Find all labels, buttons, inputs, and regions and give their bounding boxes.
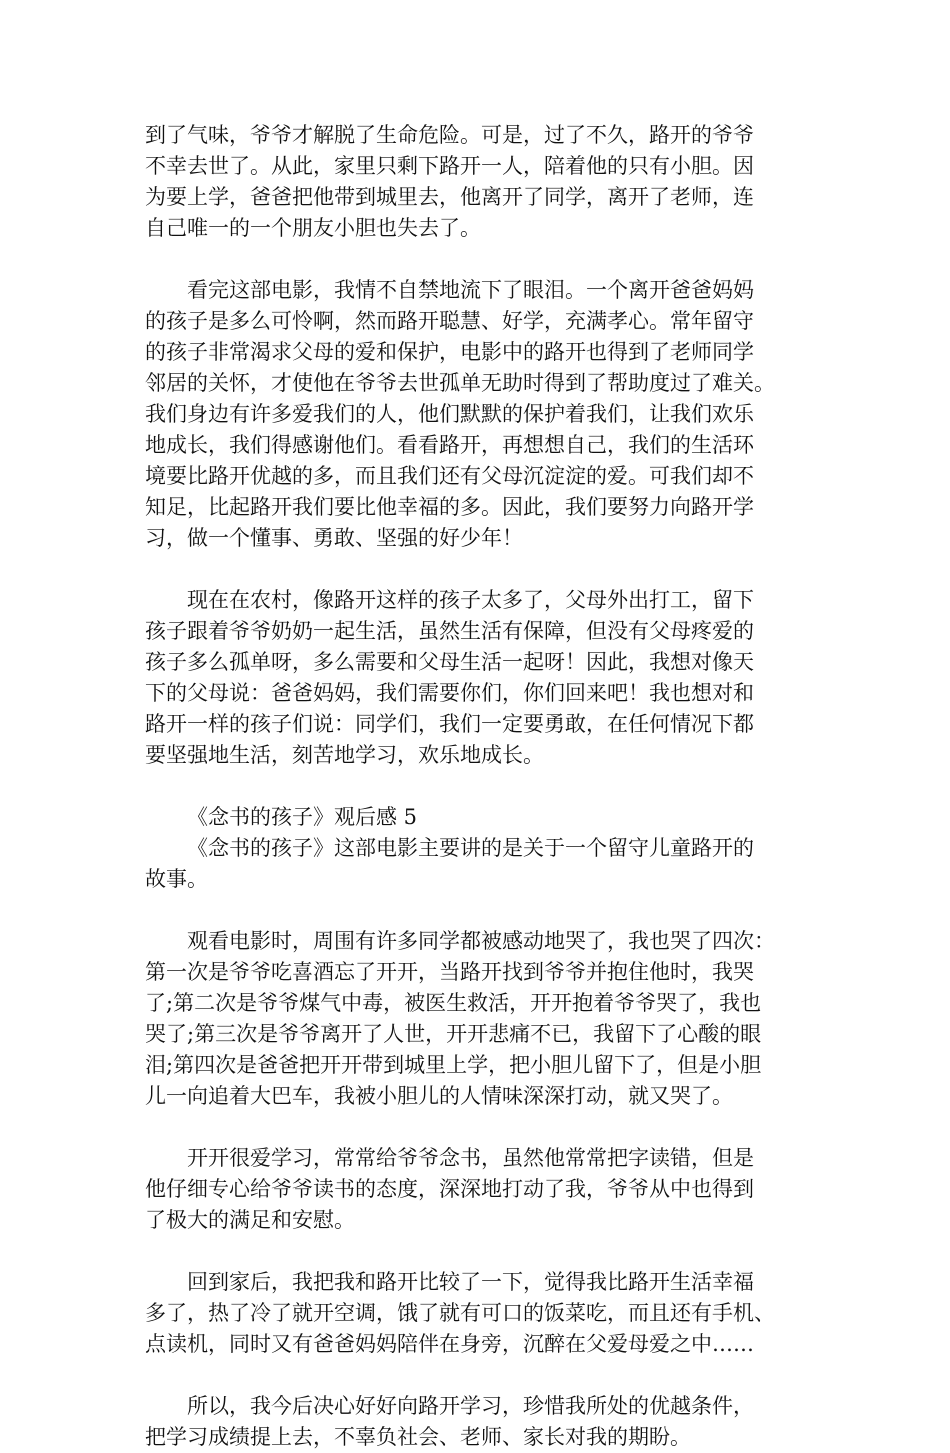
- paragraph-line: 的孩子非常渴求父母的爱和保护，电影中的路开也得到了老师同学: [145, 340, 754, 364]
- paragraph-p5: [145, 926, 810, 1112]
- paragraph-line: 看完这部电影，我情不自禁地流下了眼泪。一个离开爸爸妈妈: [187, 278, 754, 302]
- paragraph-p3: [145, 585, 810, 771]
- paragraph-line: 了;第二次是爷爷煤气中毒，被医生救活，开开抱着爷爷哭了，我也: [145, 991, 762, 1015]
- paragraph-line: 了极大的满足和安慰。: [145, 1208, 355, 1232]
- paragraph-spacer: [145, 1112, 810, 1143]
- paragraph-line: 自己唯一的一个朋友小胆也失去了。: [145, 216, 481, 240]
- paragraph-spacer: [145, 554, 810, 585]
- paragraph-line: 他仔细专心给爷爷读书的态度，深深地打动了我，爷爷从中也得到: [145, 1177, 754, 1201]
- paragraph-line: 开开很爱学习，常常给爷爷念书，虽然他常常把字读错，但是: [187, 1146, 754, 1170]
- paragraph-line: 路开一样的孩子们说：同学们，我们一定要勇敢，在任何情况下都: [145, 712, 754, 736]
- paragraph-spacer: [145, 771, 810, 802]
- paragraph-line: 地成长，我们得感谢他们。看看路开，再想想自己，我们的生活环: [145, 433, 754, 457]
- section-heading: 《念书的孩子》观后感 5: [187, 805, 418, 829]
- paragraph-line: 所以，我今后决心好好向路开学习，珍惜我所处的优越条件，: [187, 1394, 754, 1418]
- paragraph-line: 到了气味，爷爷才解脱了生命危险。可是，过了不久，路开的爷爷: [145, 123, 754, 147]
- paragraph-spacer: [145, 895, 810, 926]
- paragraph-line: 泪;第四次是爸爸把开开带到城里上学，把小胆儿留下了，但是小胆: [145, 1053, 762, 1077]
- paragraph-spacer: [145, 1360, 810, 1391]
- paragraph-line: 现在在农村，像路开这样的孩子太多了，父母外出打工，留下: [187, 588, 754, 612]
- paragraph-line: 多了，热了冷了就开空调，饿了就有可口的饭菜吃，而且还有手机、: [145, 1301, 775, 1325]
- paragraph-line: 不幸去世了。从此，家里只剩下路开一人，陪着他的只有小胆。因: [145, 154, 754, 178]
- paragraph-line: 知足，比起路开我们要比他幸福的多。因此，我们要努力向路开学: [145, 495, 754, 519]
- paragraph-line: 孩子多么孤单呀，多么需要和父母生活一起呀！因此，我想对像天: [145, 650, 754, 674]
- paragraph-p8: [145, 1391, 810, 1453]
- paragraph-line: 下的父母说：爸爸妈妈，我们需要你们，你们回来吧！我也想对和: [145, 681, 754, 705]
- paragraph-p2: [145, 275, 810, 554]
- paragraph-p7: [145, 1267, 810, 1360]
- paragraph-line: 孩子跟着爷爷奶奶一起生活，虽然生活有保障，但没有父母疼爱的: [145, 619, 754, 643]
- paragraph-line: 故事。: [145, 867, 208, 891]
- paragraph-line: 的孩子是多么可怜啊，然而路开聪慧、好学，充满孝心。常年留守: [145, 309, 754, 333]
- paragraph-line: 我们身边有许多爱我们的人，他们默默的保护着我们，让我们欢乐: [145, 402, 754, 426]
- paragraph-spacer: [145, 1236, 810, 1267]
- paragraph-line: 回到家后，我把我和路开比较了一下，觉得我比路开生活幸福: [187, 1270, 754, 1294]
- paragraph-line: 邻居的关怀，才使他在爷爷去世孤单无助时得到了帮助度过了难关。: [145, 371, 775, 395]
- paragraph-line: 点读机，同时又有爸爸妈妈陪伴在身旁，沉醉在父爱母爱之中……: [145, 1332, 754, 1356]
- paragraph-p1: [145, 120, 810, 244]
- paragraph-line: 把学习成绩提上去，不辜负社会、老师、家长对我的期盼。: [145, 1425, 691, 1449]
- paragraph-spacer: [145, 244, 810, 275]
- paragraph-line: 第一次是爷爷吃喜酒忘了开开，当路开找到爷爷并抱住他时，我哭: [145, 960, 754, 984]
- paragraph-line: 哭了;第三次是爷爷离开了人世，开开悲痛不已，我留下了心酸的眼: [145, 1022, 762, 1046]
- paragraph-line: 要坚强地生活，刻苦地学习，欢乐地成长。: [145, 743, 544, 767]
- paragraph-line: 儿一向追着大巴车，我被小胆儿的人情味深深打动，就又哭了。: [145, 1084, 733, 1108]
- paragraph-p6: [145, 1143, 810, 1236]
- paragraph-line: 境要比路开优越的多，而且我们还有父母沉淀淀的爱。可我们却不: [145, 464, 754, 488]
- paragraph-line: 习，做一个懂事、勇敢、坚强的好少年！: [145, 526, 523, 550]
- paragraph-line: 观看电影时，周围有许多同学都被感动地哭了，我也哭了四次：: [187, 929, 775, 953]
- paragraph-line: 《念书的孩子》这部电影主要讲的是关于一个留守儿童路开的: [187, 836, 754, 860]
- document-body: [145, 120, 810, 1453]
- paragraph-p4: [145, 833, 810, 895]
- paragraph-line: 为要上学，爸爸把他带到城里去，他离开了同学，离开了老师，连: [145, 185, 754, 209]
